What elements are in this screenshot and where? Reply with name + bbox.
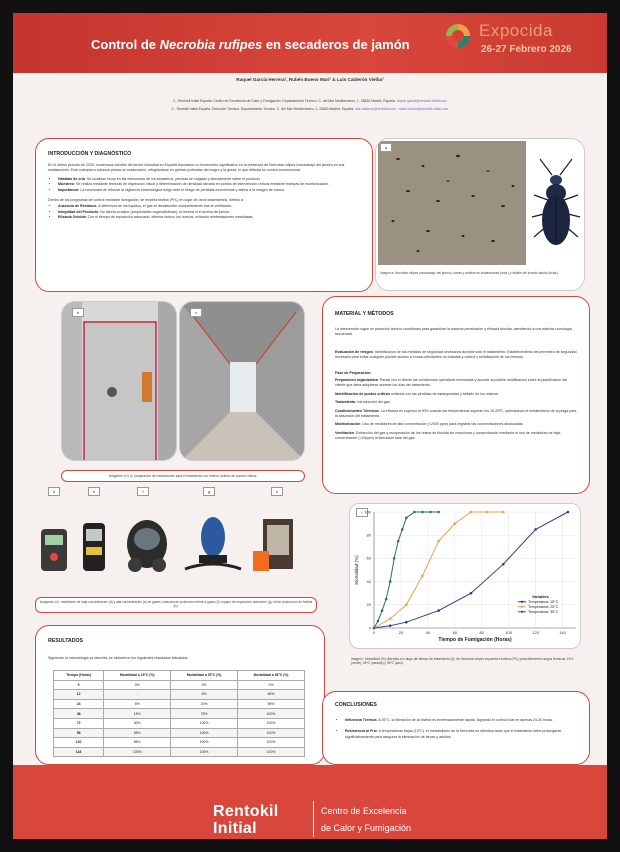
image-tag-g: g (203, 487, 215, 496)
x-tick-label: 140 (559, 630, 566, 635)
table-cell: 96 (54, 728, 104, 738)
image-tag-d: d (48, 487, 60, 496)
method-item: Ventilación: Extracción del gas y recuperación de los restos de biocida sin reaccionar y comprobación mediante el uso de medidores de baja concentración (<20ppm) la liberación total del gas. (335, 430, 561, 441)
method-item: Monitorización: Uso de medidores de alta concentración (<2000 ppm) para registrar las concentraciones alcanzadas. (335, 422, 524, 427)
data-point (534, 528, 537, 531)
caption-bc: Imágenes (b y c): preparación de instalaciones para el tratamiento con fosfina, sellado de puntos críticos. (108, 474, 258, 478)
data-point (393, 557, 396, 560)
image-c-panel (179, 301, 305, 461)
table-cell: 95% (238, 699, 305, 709)
legend-marker (521, 606, 523, 608)
data-point (454, 522, 457, 525)
data-point (486, 511, 489, 514)
table-row (54, 747, 305, 757)
table-row (54, 718, 305, 728)
list-item: • Resistencia al Frío: A temperaturas bajas (15°C), el metabolismo de la Necrobia se ralentiza tanto que el tratamiento debe prolongarse significativamente para asegurar la eliminación de larvas y adultos. (345, 729, 577, 740)
x-tick-label: 0 (372, 630, 376, 635)
legend-entry: Temperatura: 15°C (528, 600, 559, 604)
list-item: • Integridad del Producto: No afecta al sabor (propiedades organolépticas), la textura ni el aroma del jamón. (58, 210, 360, 215)
y-tick-label: 0 (368, 625, 371, 631)
data-point (437, 540, 440, 543)
table-cell: 100% (238, 738, 305, 748)
data-point (502, 563, 505, 566)
series-line (374, 512, 439, 628)
beetle-illustration (528, 155, 584, 255)
mortality-chart (350, 504, 581, 649)
center-name-line1: Centro de Excelencia (321, 806, 407, 816)
list-item: • Importancia: La necesidad de reforzar la vigilancia entomológica surge ante el riesgo de pérdidas económicas y daños a la imagen de marca. (58, 188, 360, 193)
table-row (54, 728, 305, 738)
conclusions-panel (322, 691, 590, 765)
table-cell: 8% (171, 690, 238, 700)
table-cell: 0% (171, 680, 238, 690)
table-cell: 100% (238, 709, 305, 719)
fumigation-chamber-photo (62, 302, 177, 461)
table-cell: 144 (54, 747, 104, 757)
intro-bullets-2 (48, 204, 360, 220)
breathing-apparatus-icon (185, 517, 241, 569)
data-point (401, 528, 404, 531)
table-cell: 0% (238, 680, 305, 690)
column-header: Mortalidad a 25°C (%) (171, 671, 238, 681)
legend-entry: Temperatura: 25°C (528, 605, 559, 609)
intro-paragraph-2: Dentro de los programas de control mediante fumigación, se emplea fosfina (PH₃) en lugar de otros tratamientos, debido a: (48, 198, 245, 203)
data-point (470, 592, 473, 595)
table-cell: 0 (54, 680, 104, 690)
data-point (567, 511, 570, 514)
data-point (397, 540, 400, 543)
data-point (437, 609, 440, 612)
table-cell: 15% (104, 709, 171, 719)
table-cell: 75% (171, 709, 238, 719)
high-concentration-meter-icon (83, 523, 105, 571)
data-point (377, 620, 380, 623)
expo-name: Expocida (479, 21, 553, 40)
caption-a: Imagen a: Necrobia rufipes (escarabajo del jamón), larvas y adultos en instalaciones (izda.) y detalle del insecto adulto (dcha.). (380, 271, 560, 275)
image-b-panel (61, 301, 177, 461)
table-row (54, 680, 305, 690)
image-a-panel (375, 138, 585, 291)
risk-evaluation: Evaluación de riesgos: Identificación de las medidas de seguridad necesarias durante todo el tratamiento. Establecimiento del perímetro de seguridad necesario para evitar cualquier posible acceso a zonas colindantes no tratadas y control y señalización de los mismos. (335, 349, 577, 360)
list-item: • Hábitats de cría: Se localizan focos en las estructuras de los secaderos, perchas de colgado y directamente sobre el producto. (58, 177, 360, 182)
caption-dh: Imágenes d-h: medidores de baja concentración (d) y alta concentración (e) de gases; máscara de protección frente a gases (f); equipo de respiración autónomo (g); kit de producción de fosfina (h). (39, 600, 313, 609)
image-tag-c: c (190, 308, 202, 317)
data-point (389, 624, 392, 627)
methods-paragraph: La intervención sigue un protocolo técnico coordinado para garantizar la máxima penetración y eficacia biocida, atendiendo a una estricta cronología secuencial. (335, 327, 572, 337)
chart-panel (349, 503, 581, 649)
table-cell: 20% (171, 699, 238, 709)
data-point (405, 621, 408, 624)
x-tick-label: 80 (479, 630, 484, 635)
conclusions-list (335, 718, 577, 740)
caption-i: Imagen i: Mortalidad (%) obtenida a lo largo del tiempo de tratamiento (h), de Necrobia rufipes expuesta a fosfina (PH₃) para diferentes rangos térmicos: 15ºC (verde), 25ºC (naranja) y 35ºC (azul). (351, 657, 574, 666)
legend-entry: Temperatura: 35°C (528, 610, 559, 614)
intro-heading: INTRODUCCIÓN Y DIAGNÓSTICO (48, 151, 132, 157)
x-tick-label: 100 (505, 630, 513, 635)
prep-phase-heading: Fase de Preparación: (335, 370, 372, 375)
authors-line: Raquel García Herrera¹, Rubén Bueno Marí² & Luis Calderón Vielba² (236, 77, 384, 82)
column-header: Mortalidad a 35°C (%) (238, 671, 305, 681)
intro-paragraph-1: En el último periodo de 2025, numerosos clientes del sector industrial en España reportaron un incremento significativo en la presencia de Necrobia rufipes (escarabajo del jamón) en sus instalaciones. Este coleóptero coloniza piezas en maduración, refugiándose en grietas profundas del magro y la grasa, lo que dificulta su control convencional. (48, 163, 345, 173)
y-axis-label: Mortalidad (%) (354, 555, 359, 585)
column-header: Mortalidad a 15°C (%) (104, 671, 171, 681)
methods-panel (322, 296, 590, 494)
x-tick-label: 60 (452, 630, 458, 635)
method-item: Identificación de puntos críticos sellados con las pérdidas de estanqueidad y sellado de los mismos. (335, 391, 500, 396)
expocida-logo-icon (443, 21, 473, 51)
table-cell: 100% (238, 718, 305, 728)
poster (13, 13, 607, 839)
necrobia-infestation-photo (378, 141, 526, 265)
low-concentration-meter-icon (41, 529, 67, 571)
table-cell: 100% (104, 747, 171, 757)
table-header-row (54, 671, 305, 681)
table-cell: 85% (104, 738, 171, 748)
data-point (502, 511, 505, 514)
image-tag-f: f (137, 487, 149, 496)
footer-banner (13, 765, 607, 839)
affiliation-2: 2.- Rentokil Initial España. Dirección Técnica. Departamento Técnico. C. del Mar Mediterráneo, 1, 28830 Madrid, España. luis.calderon@rentokil.com ; ruben.bueno@rentokil-initial.com (171, 107, 449, 111)
list-item: • Muestreo: Se realiza mediante técnicas de inspección visual y determinación de densidad larvaria en puntos de intervención críticos mediante trampas de monitorización. (58, 182, 360, 187)
x-tick-label: 40 (425, 630, 431, 635)
results-heading: RESULTADOS (48, 638, 83, 644)
data-point (437, 511, 440, 514)
intro-bullets-1 (48, 177, 360, 193)
sealed-corridor-photo (180, 302, 305, 461)
list-item: • Eficacia Ovicida: Con el tiempo de exposición adecuado, elimina incluso los huevos, evitando reinfestaciones inmediatas. (58, 215, 360, 220)
data-point (421, 575, 424, 578)
table-row (54, 690, 305, 700)
list-item: • Ausencia de Residuos: A diferencia de los líquidos, el gas se desabsorbe completamente tras la ventilación. (58, 204, 360, 209)
image-tag-i: i (356, 508, 368, 517)
x-tick-label: 120 (532, 630, 539, 635)
y-tick-label: 60 (366, 555, 371, 561)
data-point (470, 511, 473, 514)
y-tick-label: 100 (364, 509, 371, 515)
results-intro: Siguiendo la metodología ya descrita, se obtuvieron los siguientes resultados tabulados: (48, 656, 189, 660)
affiliation-1: 1.- Rentokil Initial España. Centro de Excelencia de Calor y Fumigación. Departamento Técnico. C. del Mar Mediterráneo, 1, 28830 Madrid, España. raquel.garcia@rentokil-initial.com (173, 99, 447, 103)
image-tag-e: e (88, 487, 100, 496)
legend-title: Variables (532, 595, 549, 599)
gas-mask-icon (127, 520, 167, 572)
column-header: Tiempo (Horas) (54, 671, 104, 681)
data-point (429, 511, 432, 514)
table-cell: 100% (238, 747, 305, 757)
data-point (389, 580, 392, 583)
list-item: • Influencia Térmica: A 35°C, la liberación de la fosfina es extremadamente rápida, logrando el control total en apenas 24-30 horas. (345, 718, 577, 723)
expo-date: 26-27 Febrero 2026 (481, 44, 572, 55)
equipment-photos (35, 499, 319, 591)
table-cell: 55% (104, 728, 171, 738)
table-cell: 100% (171, 738, 238, 748)
table-cell: 48 (54, 709, 104, 719)
data-point (413, 511, 416, 514)
data-point (381, 609, 384, 612)
table-row (54, 699, 305, 709)
results-panel (35, 625, 325, 765)
table-cell: 5% (104, 699, 171, 709)
methods-heading: MATERIAL Y MÉTODOS (335, 311, 394, 317)
legend-marker (521, 601, 523, 603)
method-item: Preparación organizativa: Pactar con el cliente las condiciones operativas necesarias y acordar la posible modificación sobre la planificación del cliente que deba adoptarse durante los días del tratamiento. (335, 378, 568, 388)
table-cell: 100% (171, 747, 238, 757)
x-axis-label: Tiempo de Fumigación (Horas) (438, 637, 512, 643)
table-cell: 72 (54, 718, 104, 728)
table-cell: 30% (104, 718, 171, 728)
poster-title: Control de Necrobia rufipes en secaderos de jamón (91, 37, 410, 52)
data-point (389, 617, 392, 620)
phosphine-kit-icon (253, 519, 293, 571)
table-cell: 0% (104, 680, 171, 690)
table-cell: - (104, 690, 171, 700)
brand-name-line2: Initial (213, 820, 257, 837)
data-point (373, 627, 376, 630)
data-point (405, 604, 408, 607)
y-tick-label: 20 (366, 602, 371, 608)
table-cell: 100% (238, 728, 305, 738)
legend-marker (521, 611, 523, 613)
table-cell: 12 (54, 690, 104, 700)
table-cell: 100% (171, 728, 238, 738)
y-tick-label: 80 (366, 532, 371, 538)
conclusions-heading: CONCLUSIONES (335, 702, 377, 708)
table-cell: 100% (171, 718, 238, 728)
data-point (421, 511, 424, 514)
data-point (405, 517, 408, 520)
intro-panel (35, 138, 373, 292)
x-tick-label: 20 (398, 630, 404, 635)
results-table (53, 670, 305, 757)
y-tick-label: 40 (366, 578, 371, 584)
table-row (54, 738, 305, 748)
table-cell: 60% (238, 690, 305, 700)
method-item: Tratamiento: Introducción del gas. (335, 400, 391, 405)
method-item: Condicionantes Térmicos: La eficacia es superior al 90% cuando las temperaturas superan los 15-20ºC, optimizando el metabolismo de la plaga para la absorción del tratamiento. (335, 408, 577, 419)
table-cell: 24 (54, 699, 104, 709)
image-tag-h: h (271, 487, 283, 496)
data-point (385, 598, 388, 601)
footer-divider (313, 801, 314, 837)
image-tag-a: a (380, 143, 392, 152)
image-tag-b: b (72, 308, 84, 317)
brand-name-line1: Rentokil (213, 803, 279, 820)
table-cell: 120 (54, 738, 104, 748)
table-row (54, 709, 305, 719)
center-name-line2: de Calor y Fumigación (321, 823, 412, 833)
